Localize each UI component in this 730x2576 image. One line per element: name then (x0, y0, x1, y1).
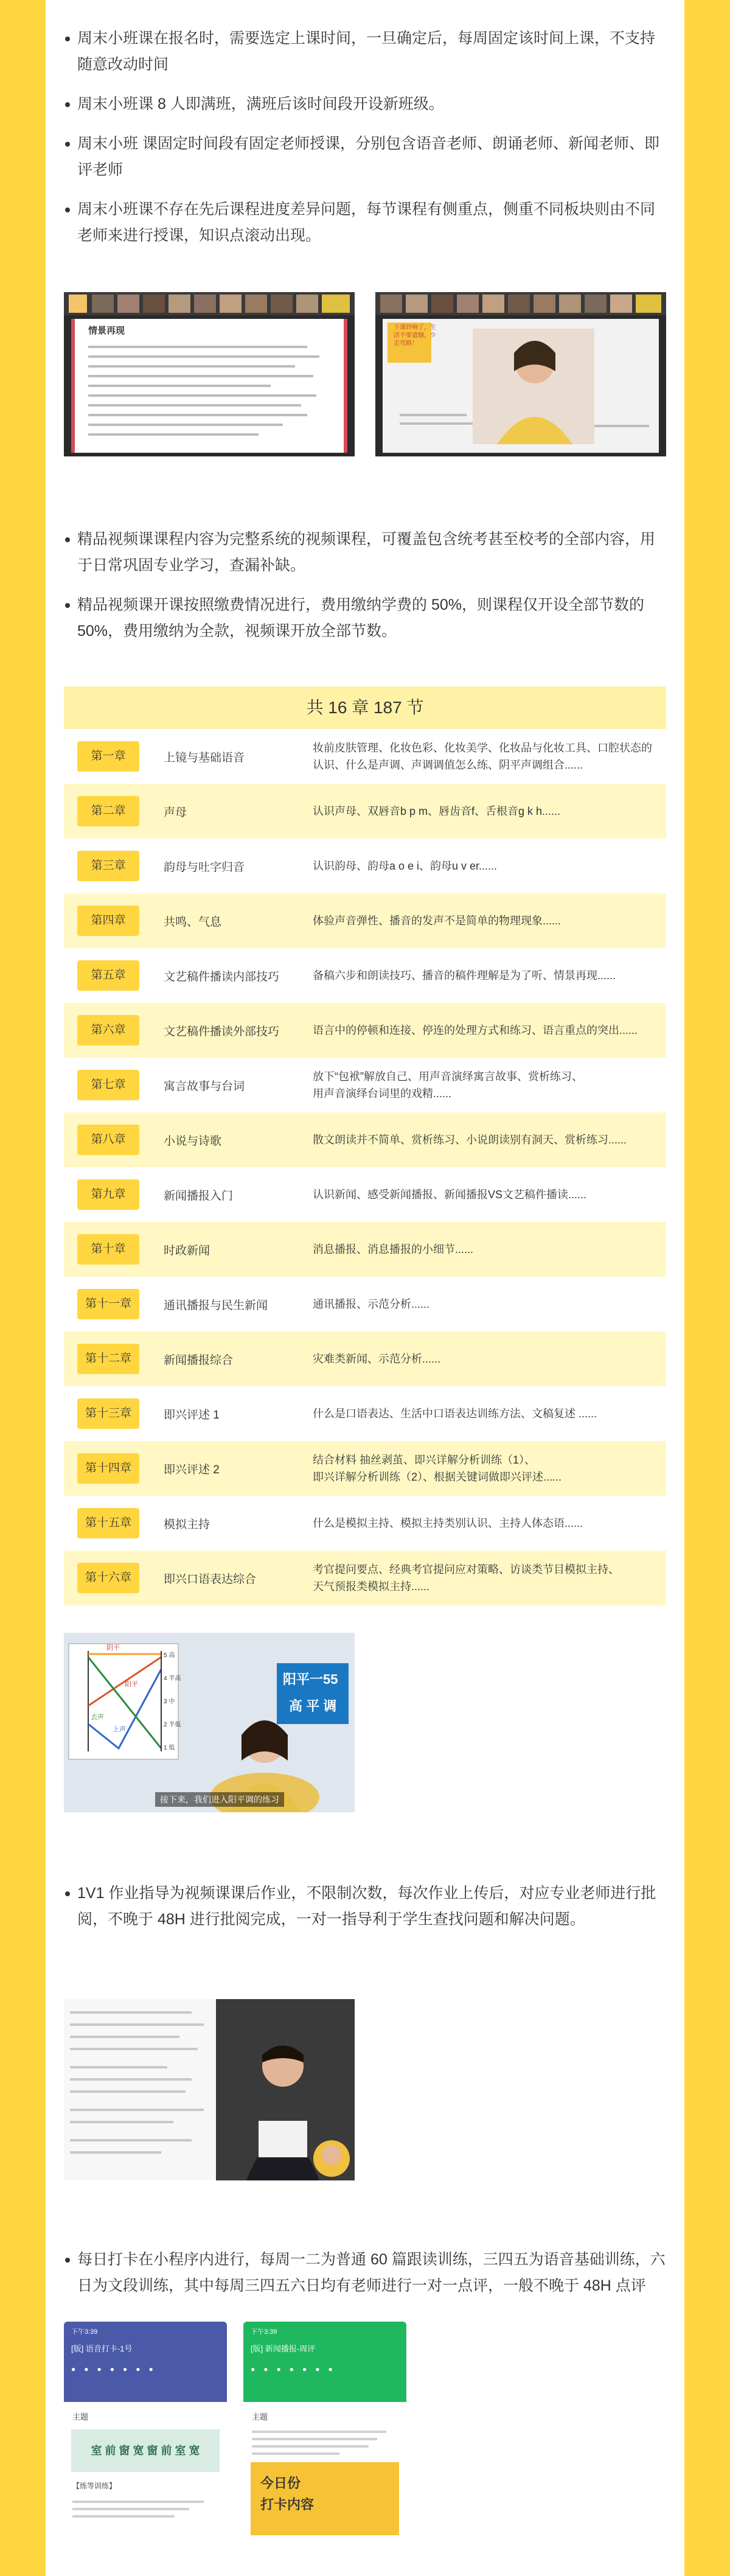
table-row (64, 1551, 666, 1605)
scale-label: 5 高 (164, 1652, 175, 1659)
chapter-badge: 第一章 (77, 741, 139, 772)
chapter-description: 放下“包袱”解放自己、用声音演绎寓言故事、赏析练习、 用声音演绎台词里的戏精...... (313, 1070, 583, 1100)
homework-rules (64, 1880, 666, 1933)
checkin-phone-left (64, 2322, 227, 2576)
banner-line-2: 高 平 调 (289, 1698, 337, 1714)
phone-subtitle: 【练等训练】 (72, 2482, 117, 2490)
table-row (64, 948, 666, 1003)
text-lines (64, 2501, 227, 2518)
homework-screenshot (64, 1999, 355, 2180)
chapter-badge: 第十二章 (77, 1344, 139, 1374)
table-row (64, 1277, 666, 1332)
chapter-title: 文艺稿件播读外部技巧 (164, 1025, 280, 1038)
banner-line-2: 打卡内容 (260, 2497, 315, 2512)
chapter-title: 共鸣、气息 (164, 915, 222, 929)
table-body (64, 729, 666, 1605)
phone-title: [版] 语音打卡-1号 (71, 2344, 133, 2353)
chapter-badge: 第九章 (77, 1179, 139, 1210)
phone-tab[interactable]: 主题 (72, 2412, 89, 2421)
chapter-badge: 第六章 (77, 1015, 139, 1045)
video-lesson-frame (64, 1633, 355, 1812)
phone-tab[interactable]: 主题 (252, 2412, 268, 2421)
chapter-title: 小说与诗歌 (164, 1134, 222, 1148)
chapter-description: 备稿六步和朗读技巧、播音的稿件理解是为了听、情景再现...... (313, 969, 616, 982)
chapter-badge: 第十三章 (77, 1398, 139, 1429)
chapter-description: 语言中的停顿和连接、停连的处理方式和练习、语言重点的突出...... (313, 1024, 638, 1036)
chapter-badge: 第十四章 (77, 1453, 139, 1484)
scale-label: 3 中 (164, 1698, 175, 1705)
homework-section (64, 1880, 666, 1933)
chapter-badge: 第三章 (77, 851, 139, 881)
bullet-item: 精品视频课课程内容为完整系统的视频课程，可覆盖包含统考甚至校考的全部内容，用于日常巩固专业学习，查漏补缺。 (64, 526, 666, 579)
chapter-title: 模拟主持 (164, 1518, 210, 1531)
status-bar-time: 下午3:39 (71, 2328, 98, 2336)
chapter-title: 新闻播报综合 (164, 1353, 234, 1367)
checkin-rules (64, 2247, 666, 2299)
homework-illustration (64, 1999, 355, 2180)
table-row (64, 1496, 666, 1551)
chapter-description: 通讯播报、示范分析...... (313, 1298, 430, 1310)
chapter-badge: 第十一章 (77, 1289, 139, 1319)
chapter-badge: 第八章 (77, 1125, 139, 1155)
chapter-badge: 第二章 (77, 796, 139, 826)
chapter-description: 妆前皮肤管理、化妆色彩、化妆美学、化妆品与化妆工具、口腔状态的认识、什么是声调、声调调值怎么练、阴平声调组合...... (313, 742, 652, 771)
calendar-strip: ● ● ● ● ● ● ● (71, 2365, 153, 2373)
bullet-item: 1V1 作业指导为视频课课后作业，不限制次数，每次作业上传后，对应专业老师进行批阅，不晚于 48H 进行批阅完成，一对一指导利于学生查找问题和解决问题。 (64, 1880, 666, 1933)
course-chapter-table (64, 686, 666, 1605)
banner-line-1: 今日份 (260, 2476, 301, 2491)
chapter-description: 什么是口语表达、生活中口语表达训练方法、文稿复述 ...... (313, 1408, 597, 1420)
scale-label: 2 半低 (164, 1722, 181, 1728)
online-class-illustration (64, 292, 355, 456)
phone-header (243, 2322, 406, 2402)
chapter-description: 什么是模拟主持、模拟主持类别认识、主持人体态语...... (313, 1517, 583, 1529)
tone-label-yangping: 阳平 (125, 1681, 138, 1688)
chapter-description: 认识新闻、感受新闻播报、新闻播报VS文艺稿件播读...... (313, 1189, 587, 1201)
tone-label-shangsheng: 上声 (113, 1726, 126, 1733)
table-row (64, 784, 666, 839)
status-bar-time: 下午3:39 (251, 2328, 277, 2336)
content-card (46, 0, 684, 2576)
bullet-item: 每日打卡在小程序内进行，每周一二为普通 60 篇跟读训练，三四五为语音基础训练，六日为文段训练，其中每周三四五六日均有老师进行一对一点评，一般不晚于 48H 点评 (64, 2247, 666, 2299)
chapter-description: 认识韵母、韵母a o e i、韵母u v er...... (313, 860, 498, 872)
table-row (64, 1112, 666, 1167)
video-caption: 接下来，我们进入阳平调的练习 (155, 1792, 284, 1807)
tone-label-qusheng: 去声 (91, 1714, 104, 1721)
slide-title: 情景再现 (88, 326, 125, 336)
chapter-badge: 第十五章 (77, 1508, 139, 1538)
scale-label: 4 半高 (164, 1675, 181, 1682)
chapter-title: 即兴口语表达综合 (164, 1572, 257, 1586)
phone-header (64, 2322, 227, 2402)
chapter-title: 上镜与基础语音 (164, 751, 245, 764)
chapter-title: 寓言故事与台词 (164, 1080, 245, 1093)
class-screenshot-left (64, 292, 355, 456)
chapter-title: 通讯播报与民生新闻 (164, 1299, 268, 1312)
table-row (64, 1386, 666, 1441)
chapter-description: 结合材料 抽丝剥茧、即兴详解分析训练（1）、 即兴详解分析训练（2）、根据关键词做即兴评述...... (313, 1454, 562, 1483)
chapter-badge: 第十章 (77, 1234, 139, 1265)
teacher-video-illustration (375, 292, 666, 456)
chapter-description: 体验声音弹性、播音的发声不是简单的物理现象...... (313, 915, 561, 927)
chapter-title: 时政新闻 (164, 1244, 210, 1257)
table-row (64, 1167, 666, 1222)
weekend-class-rules (64, 26, 666, 249)
table-row (64, 729, 666, 784)
chapter-title: 新闻播报入门 (164, 1189, 234, 1202)
table-header: 共 16 章 187 节 (64, 686, 666, 729)
table-row (64, 1441, 666, 1496)
chapter-description: 灾难类新闻、示范分析...... (313, 1353, 441, 1365)
slide-heading: 下课铃响了，生活不要遗憾，少走弯路！ (394, 324, 436, 347)
phone-banner: 室 前 窗 宽 窗 前 室 宽 (71, 2429, 220, 2472)
table-row (64, 1058, 666, 1112)
scale-label: 1 低 (164, 1745, 175, 1751)
table-row (64, 1222, 666, 1277)
text-lines (243, 2431, 406, 2455)
chapter-description: 考官提问要点、经典考官提问应对策略、访谈类节目模拟主持、 天气预报类模拟主持...... (313, 1563, 619, 1593)
phone-title: [版] 新闻播报-周评 (251, 2344, 316, 2353)
video-course-section (64, 526, 666, 644)
chapter-title: 韵母与吐字归音 (164, 860, 245, 874)
chapter-title: 声母 (164, 806, 187, 819)
table-row (64, 1332, 666, 1386)
video-course-rules (64, 526, 666, 644)
checkin-phone-right (243, 2322, 406, 2576)
bullet-item: 周末小班课不存在先后课程进度差异问题，每节课程有侧重点，侧重不同板块则由不同老师来进行授课，知识点滚动出现。 (64, 197, 666, 249)
chapter-badge: 第五章 (77, 960, 139, 991)
bullet-item: 精品视频课开课按照缴费情况进行，费用缴纳学费的 50%，则课程仅开设全部节数的 50%，费用缴纳为全款，视频课开放全部节数。 (64, 592, 666, 644)
bullet-item: 周末小班课 8 人即满班，满班后该时间段开设新班级。 (64, 91, 666, 117)
chapter-description: 认识声母、双唇音b p m、唇齿音f、舌根音g k h...... (313, 805, 561, 817)
chapter-title: 文艺稿件播读内部技巧 (164, 970, 280, 983)
banner-line-1: 阳平一55 (283, 1672, 338, 1687)
table-row (64, 1003, 666, 1058)
chapter-badge: 第七章 (77, 1070, 139, 1100)
phone-banner (251, 2462, 399, 2535)
chapter-title: 即兴评述 1 (164, 1408, 220, 1422)
lesson-frame-illustration (64, 1633, 355, 1812)
chapter-description: 散文朗读并不简单、赏析练习、小说朗读别有洞天、赏析练习...... (313, 1134, 627, 1146)
bullet-item: 周末小班 课固定时间段有固定老师授课，分别包含语音老师、朗诵老师、新闻老师、即评老师 (64, 131, 666, 183)
table-row (64, 893, 666, 948)
table-row (64, 839, 666, 893)
chapter-description: 消息播报、消息播报的小细节...... (313, 1243, 474, 1255)
tone-label-yinping: 阴平 (106, 1644, 120, 1652)
chapter-title: 即兴评述 2 (164, 1463, 220, 1476)
checkin-section (64, 2247, 666, 2299)
chapter-badge: 第四章 (77, 906, 139, 936)
bullet-item: 周末小班课在报名时，需要选定上课时间，一旦确定后，每周固定该时间上课，不支持随意改动时间 (64, 26, 666, 78)
chapter-badge: 第十六章 (77, 1563, 139, 1593)
calendar-strip: ● ● ● ● ● ● ● (251, 2365, 333, 2373)
class-screenshot-right (375, 292, 666, 456)
